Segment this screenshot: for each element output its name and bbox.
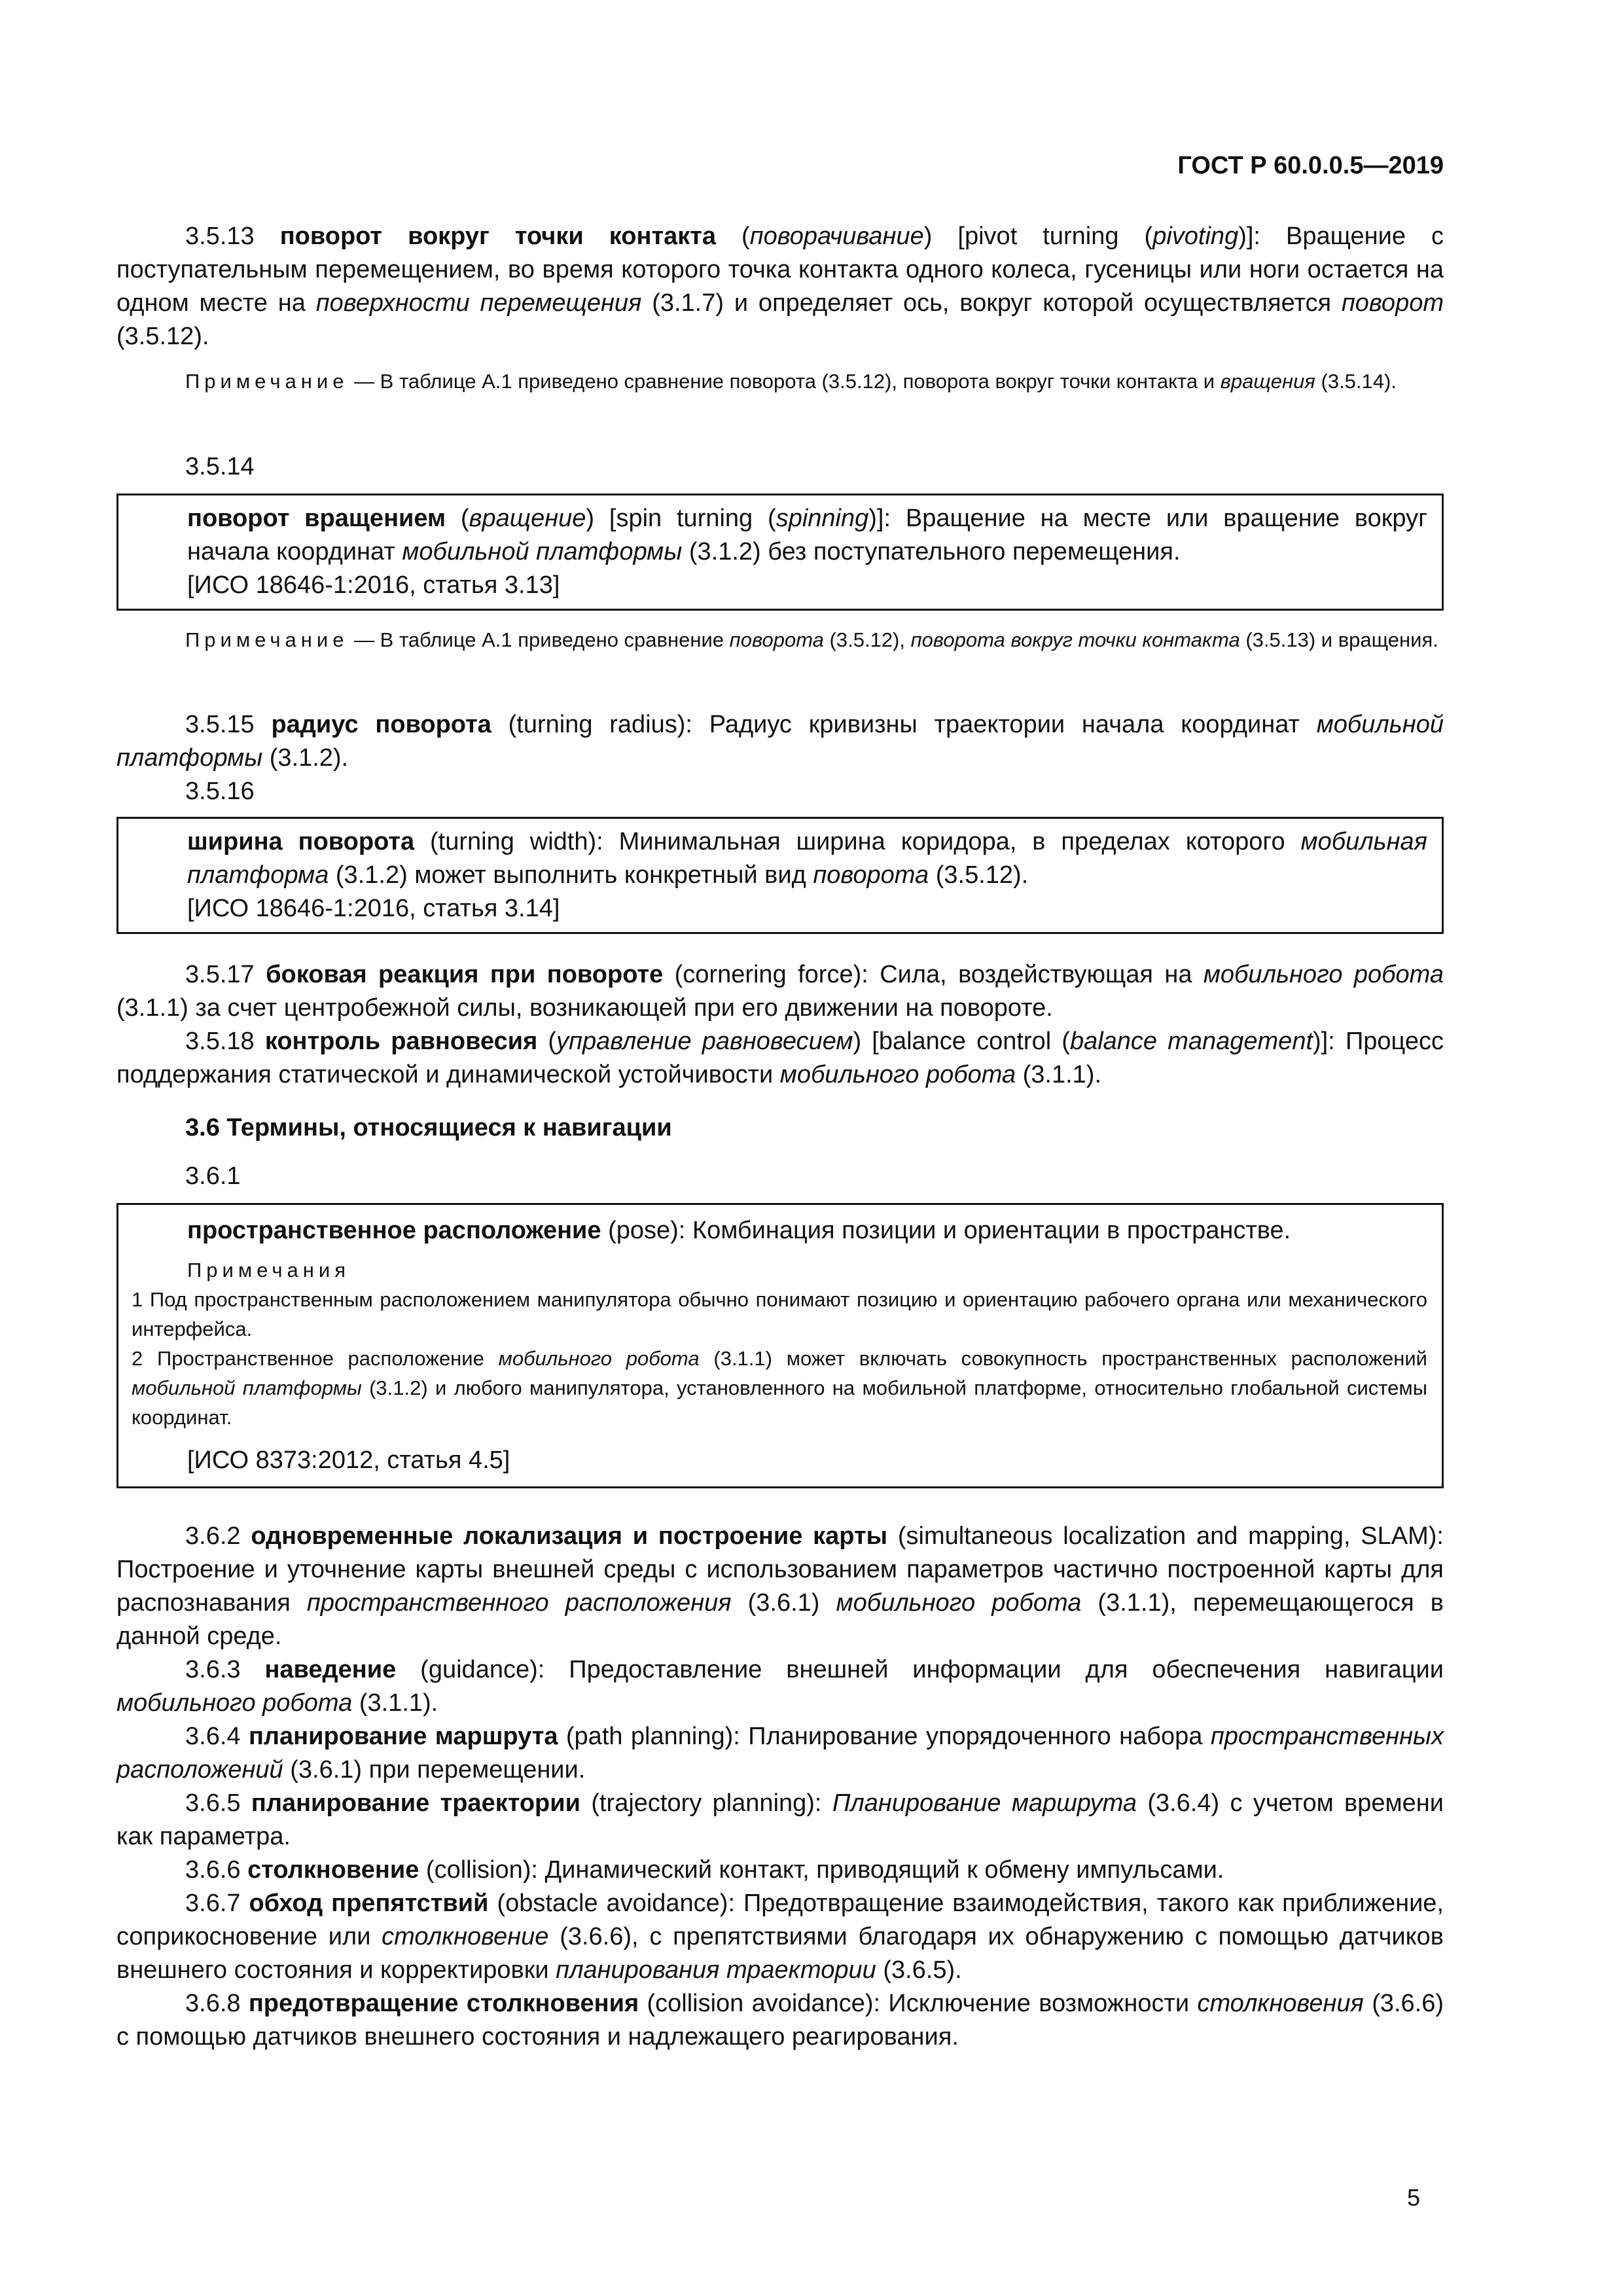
term-title: боковая реакция при повороте <box>266 961 664 988</box>
term-number: 3.6.6 <box>185 1856 241 1884</box>
term-title: предотвращение столкновения <box>248 1990 639 2017</box>
term-definition: Минимальная ширина коридора, в пределах которого <box>618 828 1285 855</box>
term-3-6-5: 3.6.5 планирование траектории (trajectory planning): Планирование маршрута (3.6.4) с учетом времени как параметра. <box>116 1789 1444 1850</box>
definition-continuation: (3.1.7) и определяет ось, вокруг которой осуществляется <box>652 289 1332 317</box>
note-text: (3.5.12), <box>829 628 905 651</box>
term-source: [ИСО 18646-1:2016, статья 3.14] <box>187 895 560 922</box>
term-number: 3.5.13 <box>185 223 255 250</box>
note-text: (3.5.14). <box>1321 370 1397 393</box>
term-reference: Планирование маршрута <box>832 1789 1137 1817</box>
term-synonym: вращение <box>469 505 586 532</box>
term-title: планирование траектории <box>251 1789 580 1817</box>
note-text: — В таблице А.1 приведено сравнение <box>354 628 724 651</box>
term-english: pivot turning <box>964 223 1119 250</box>
term-english: balance control <box>878 1028 1052 1055</box>
note-text: 1 Под пространственным расположением манипулятора обычно понимают позицию и ориентацию рабочего органа или механического интерфейса. <box>132 1288 1427 1340</box>
term-english-synonym: pivoting <box>1152 223 1239 250</box>
definition-continuation: (3.6.5). <box>883 1956 962 1984</box>
notes-label: Примечания <box>187 1259 350 1282</box>
term-reference: столкновение <box>382 1923 549 1950</box>
term-reference: мобильной платформы <box>402 538 683 565</box>
term-box: поворот вращением (вращение) [spin turning (spinning)]: Вращение на месте или вращение вокруг начала координат мобильной платформы (3.1.2) без поступательного перемещения. [ИСО 18646-1:2016, статья 3.13] <box>116 493 1444 611</box>
note-reference: поворота <box>729 628 824 651</box>
term-definition: Предоставление внешней информации для обеспечения навигации <box>569 1656 1444 1683</box>
term-english: collision <box>434 1856 523 1884</box>
term-box: пространственное расположение (pose): Комбинация позиции и ориентации в пространстве. Примечания 1 Под пространственным расположением манипулятора обычно понимают позицию и ориентацию рабочего органа или механического интерфейса. 2 Пространственное расположение мобильного робота (3.1.1) может включать совокупность пространственных расположений мобильной платформы (3.1.2) и любого манипулятора, установленного на мобильной платформе, относительно глобальной системы координат. [ИСО 8373:2012, статья 4.5] <box>116 1203 1444 1488</box>
term-title: столкновение <box>247 1856 419 1884</box>
term-title: пространственное расположение <box>187 1217 601 1244</box>
term-3-5-18: 3.5.18 контроль равновесия (управление равновесием) [balance control (balance management)]: Процесс поддержания статической и динамической устойчивости мобильного робота (3.1.1). <box>116 1028 1444 1088</box>
term-reference: мобильной платформы <box>116 711 1444 772</box>
term-reference: мобильная платформа <box>187 828 1427 889</box>
term-number: 3.5.17 <box>185 961 255 988</box>
definition-continuation: (3.6.4) с учетом времени как параметра. <box>116 1789 1444 1850</box>
definition-continuation: (3.1.1). <box>1022 1061 1102 1088</box>
document-header: ГОСТ Р 60.0.0.5—2019 <box>1177 152 1444 179</box>
page-number: 5 <box>1407 2184 1421 2211</box>
term-number: 3.6.2 <box>185 1522 241 1550</box>
note-reference: мобильного робота <box>498 1347 700 1370</box>
term-3-6-4: 3.6.4 планирование маршрута (path planning): Планирование упорядоченного набора пространственных расположений (3.6.1) при перемещении. <box>116 1723 1444 1784</box>
definition-continuation: (3.1.1) за счет центробежной силы, возникающей при его движении на повороте. <box>116 994 1053 1022</box>
terms-3-5-17-18 <box>116 958 1444 1092</box>
term-synonym: поворачивание <box>749 223 924 250</box>
term-number: 3.6.3 <box>185 1656 241 1683</box>
section-3-6 <box>116 1111 1444 1145</box>
note-1 <box>132 1285 1427 1344</box>
term-3-6-8: 3.6.8 предотвращение столкновения (collision avoidance): Исключение возможности столкновения (3.6.6) с помощью датчиков внешнего состояния и надлежащего реагирования. <box>116 1990 1444 2051</box>
term-definition: Радиус кривизны траектории начала координат <box>709 711 1300 738</box>
definition-continuation: (3.1.1), перемещающегося в данной среде. <box>116 1589 1444 1650</box>
term-definition: Построение и уточнение карты внешней среды с использованием параметров частично построенной карты для распознавания <box>116 1556 1444 1617</box>
term-3-5-15: 3.5.15 радиус поворота (turning radius): Радиус кривизны траектории начала координат мобильной платформы (3.1.2). <box>116 711 1444 772</box>
term-english: cornering force <box>683 961 853 988</box>
term-3-6-2: 3.6.2 одновременные локализация и построение карты (simultaneous localization and mapping, SLAM): Построение и уточнение карты внешней среды с использованием параметров частично построенной карты для распознавания пространственного расположения (3.6.1) мобильного робота (3.1.1), перемещающегося в данной среде. <box>116 1522 1444 1650</box>
note-text: — В таблице А.1 приведено сравнение поворота (3.5.12), поворота вокруг точки контакта и <box>354 370 1215 393</box>
term-number: 3.6.8 <box>185 1990 241 2017</box>
term-english: trajectory planning <box>599 1789 807 1817</box>
term-number: 3.6.7 <box>185 1890 241 1917</box>
term-english: simultaneous localization and mapping, SLAM <box>906 1522 1429 1550</box>
term-reference: мобильного робота <box>1203 961 1444 988</box>
term-number: 3.6.5 <box>185 1789 241 1817</box>
section-title: 3.6 Термины, относящиеся к навигации <box>185 1114 672 1141</box>
definition-continuation: (3.1.2) может выполнить конкретный вид <box>335 861 806 889</box>
term-reference: пространственного расположения <box>306 1589 732 1617</box>
term-title: радиус поворота <box>271 711 491 738</box>
definition-continuation: (3.1.1). <box>359 1689 438 1717</box>
term-reference: поверхности перемещения <box>315 289 642 317</box>
term-english: spin turning <box>616 505 753 532</box>
term-definition: Динамический контакт, приводящий к обмену импульсами. <box>544 1856 1224 1884</box>
note-text: (3.5.13) и вращения. <box>1245 628 1438 651</box>
term-definition: Вращение на месте или вращение вокруг начала координат <box>187 505 1427 565</box>
term-box: ширина поворота (turning width): Минимальная ширина коридора, в пределах которого мобильная платформа (3.1.2) может выполнить конкретный вид поворота (3.5.12). [ИСО 18646-1:2016, статья 3.14] <box>116 817 1444 934</box>
note-text: 2 Пространственное расположение <box>132 1347 484 1370</box>
term-3-5-13: 3.5.13 поворот вокруг точки контакта (поворачивание) [pivot turning (pivoting)]: Вращение с поступательным перемещением, во время которого точка контакта одного колеса, гусеницы или ноги остается на одном месте на поверхности перемещения (3.1.7) и определяет ось, вокруг которой осуществляется поворот (3.5.12). Примечание — В таблице А.1 приведено сравнение поворота (3.5.12), поворота вокруг точки контакта и вращения (3.5.14). <box>116 220 1444 396</box>
term-reference: планирования траектории <box>556 1956 876 1984</box>
note-2 <box>132 1344 1427 1432</box>
term-title: поворот вокруг точки контакта <box>279 223 716 250</box>
term-english: collision avoidance <box>655 1990 865 2017</box>
term-3-5-16 <box>116 775 1444 934</box>
definition-continuation: (3.1.2). <box>269 744 349 772</box>
term-number: 3.5.15 <box>185 711 255 738</box>
term-number: 3.5.18 <box>185 1028 255 1055</box>
term-definition: Сила, воздействующая на <box>880 961 1192 988</box>
term-title: поворот вращением <box>187 505 446 532</box>
term-3-5-14 <box>116 450 1444 655</box>
term-reference: пространственных расположений <box>116 1723 1444 1784</box>
term-title: контроль равновесия <box>264 1028 538 1055</box>
definition-continuation: (3.1.2) без поступательного перемещения. <box>688 538 1181 565</box>
term-english: turning width <box>438 828 588 855</box>
term-3-5-17: 3.5.17 боковая реакция при повороте (cornering force): Сила, воздействующая на мобильного робота (3.1.1) за счет центробежной силы, возникающей при его движении на повороте. <box>116 961 1444 1022</box>
term-reference: мобильного робота <box>836 1589 1082 1617</box>
term-definition: Предотвращение взаимодействия, такого как приближение, соприкосновение или <box>116 1890 1444 1950</box>
note-text: (3.1.2) и любого манипулятора, установленного на мобильной платформе, относительно глобальной системы координат. <box>132 1376 1427 1429</box>
term-title: планирование маршрута <box>248 1723 558 1750</box>
term-number: 3.5.16 <box>185 778 255 805</box>
term-3-6-1 <box>116 1160 1444 1488</box>
term-number: 3.6.4 <box>185 1723 241 1750</box>
term-number: 3.6.1 <box>185 1162 241 1190</box>
note <box>116 367 1444 396</box>
definition-continuation: (3.5.12). <box>116 323 209 350</box>
note <box>116 625 1444 655</box>
term-english: guidance <box>428 1656 530 1683</box>
term-english: path planning <box>574 1723 725 1750</box>
term-synonym: управление равновесием <box>556 1028 853 1055</box>
definition-continuation: (3.6.1) <box>747 1589 820 1617</box>
term-reference: столкновения <box>1197 1990 1364 2017</box>
term-title: одновременные локализация и построение карты <box>251 1522 888 1550</box>
term-definition: Процесс поддержания статической и динамической устойчивости <box>116 1028 1444 1088</box>
term-3-6-7: 3.6.7 обход препятствий (obstacle avoidance): Предотвращение взаимодействия, такого как приближение, соприкосновение или столкновение (3.6.6), с препятствиями благодаря их обнаружению с помощью датчиков внешнего состояния и корректировки планирования траектории (3.6.5). <box>116 1890 1444 1984</box>
definition-continuation: (3.5.12). <box>935 861 1029 889</box>
definition-continuation: (3.6.1) при перемещении. <box>290 1756 586 1784</box>
note-label: Примечание <box>185 370 349 393</box>
term-title: ширина поворота <box>187 828 415 855</box>
term-definition: Планирование упорядоченного набора <box>748 1723 1203 1750</box>
note-reference: мобильной платформы <box>132 1376 362 1399</box>
term-english: pose <box>616 1217 671 1244</box>
term-reference: мобильного робота <box>779 1061 1016 1088</box>
note-reference: поворота вокруг точки контакта <box>910 628 1240 651</box>
note-reference: вращения <box>1220 370 1315 393</box>
note-text: (3.1.1) может включать совокупность пространственных расположений <box>713 1347 1427 1370</box>
term-definition: Вращение с поступательным перемещением, во время которого точка контакта одного колеса, гусеницы или ноги остается на одном месте на <box>116 223 1444 317</box>
term-english-synonym: balance management <box>1069 1028 1313 1055</box>
term-number: 3.5.14 <box>185 453 255 480</box>
term-3-6-3: 3.6.3 наведение (guidance): Предоставление внешней информации для обеспечения навигации мобильного робота (3.1.1). <box>116 1656 1444 1717</box>
definition-continuation: (3.6.6) с помощью датчиков внешнего состояния и надлежащего реагирования. <box>116 1990 1444 2051</box>
term-reference: мобильного робота <box>116 1689 353 1717</box>
term-reference: поворот <box>1341 289 1444 317</box>
term-source: [ИСО 8373:2012, статья 4.5] <box>187 1446 510 1474</box>
term-english: turning radius <box>516 711 677 738</box>
definition-continuation: (3.6.6), с препятствиями благодаря их обнаружению с помощью датчиков внешнего состояния и корректировки <box>116 1923 1444 1984</box>
term-title: наведение <box>264 1656 397 1683</box>
terms-3-6-2-to-3-6-8 <box>116 1520 1444 2054</box>
term-definition: Комбинация позиции и ориентации в пространстве. <box>692 1217 1291 1244</box>
term-definition: Исключение возможности <box>888 1990 1190 2017</box>
term-3-6-6: 3.6.6 столкновение (collision): Динамический контакт, приводящий к обмену импульсами. <box>185 1856 1224 1884</box>
note-label: Примечание <box>185 628 349 651</box>
term-source: [ИСО 18646-1:2016, статья 3.13] <box>187 571 560 599</box>
term-title: обход препятствий <box>249 1890 489 1917</box>
term-english: obstacle avoidance <box>505 1890 720 1917</box>
term-english-synonym: spinning <box>776 505 869 532</box>
term-reference: поворота <box>813 861 929 889</box>
